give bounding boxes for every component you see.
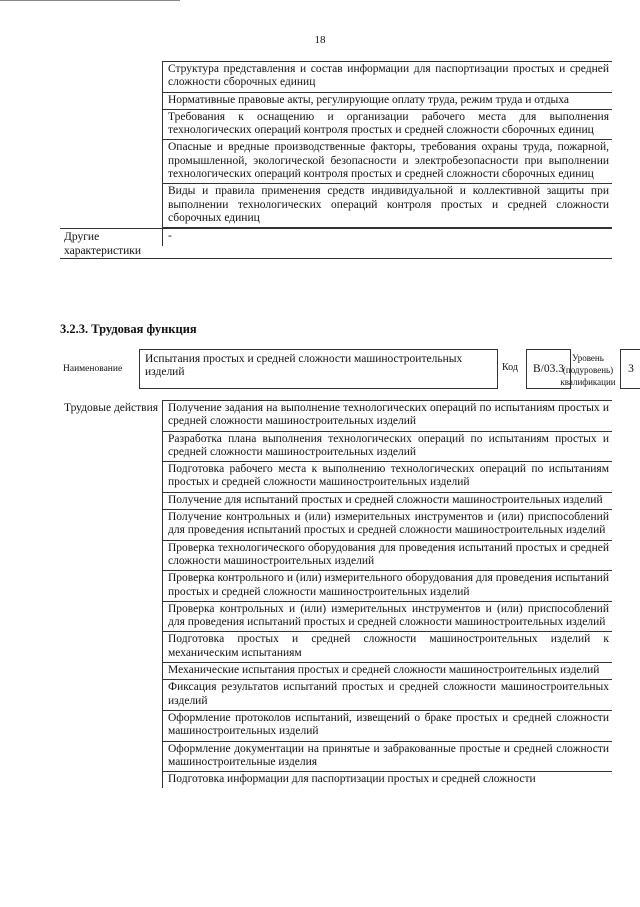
knowledge-rows (60, 61, 612, 228)
table-row: Нормативные правовые акты, регулирующие оплату труда, режим труда и отдыха (162, 92, 612, 109)
level-value: 3 (620, 349, 640, 389)
labor-actions-table (60, 400, 612, 788)
table-row: Механические испытания простых и средней сложности машиностроительных изделий (162, 662, 612, 679)
knowledge-cells (162, 61, 612, 228)
labor-actions-label: Трудовые действия (64, 402, 159, 414)
other-characteristics-row (60, 228, 612, 259)
table-row: Получение задания на выполнение технологических операций по испытаниям простых и средней сложности машиностроительных изделий (162, 400, 612, 431)
table-row: Оформление протоколов испытаний, извещений о браке простых и средней сложности машиностроительных изделий (162, 710, 612, 741)
section-title: 3.2.3. Трудовая функция (60, 322, 197, 336)
table-row: Разработка плана выполнения технологических операций по испытаниям простых и средней сложности машиностроительных изделий (162, 431, 612, 462)
table-row: Подготовка рабочего места к выполнению технологических операций по испытаниям простых и средней сложности машиностроительных изделий (162, 461, 612, 492)
table-row: Получение для испытаний простых и средней сложности машиностроительных изделий (162, 492, 612, 509)
knowledge-table (60, 61, 612, 259)
table-row: Фиксация результатов испытаний простых и средней сложности машиностроительных изделий (162, 679, 612, 710)
table-row: Оформление документации на принятые и забракованные простые и средней сложности машиностроительные изделия (162, 741, 612, 772)
page-number: 18 (314, 34, 326, 46)
labor-actions-rows (60, 400, 612, 788)
table-row: Структура представления и состав информации для паспортизации простых и средней сложности сборочных единиц (162, 61, 612, 92)
table-row: Проверка контрольного и (или) измерительного оборудования для проведения испытаний простых и средней сложности машиностроительных изделий (162, 570, 612, 601)
table-row: Подготовка простых и средней сложности машиностроительных изделий к механическим испытаниям (162, 631, 612, 662)
labor-actions-cells (162, 400, 612, 788)
table-row: Проверка контрольных и (или) измерительных инструментов и (или) приспособлений для проведения испытаний простых и средней сложности машиностроительных изделий (162, 601, 612, 632)
table-row: Виды и правила применения средств индивидуальной и коллективной защиты при выполнении технологических операций контроля простых и средней сложности сборочных единиц (162, 183, 612, 228)
table-row: Подготовка информации для паспортизации простых и средней сложности (162, 771, 612, 788)
table-row: Опасные и вредные производственные факторы, требования охраны труда, пожарной, промышленной, экологической безопасности и электробезопасности при выполнении технологических операций контроля простых и средней сложности сборочных единиц (162, 139, 612, 183)
function-header (60, 349, 634, 389)
other-characteristics-label: Другие характеристики (64, 231, 142, 257)
other-characteristics-value: - (162, 229, 612, 245)
knowledge-label (60, 61, 162, 228)
name-value: Испытания простых и средней сложности машиностроительных изделий (139, 349, 498, 389)
code-value: В/03.3 (526, 349, 571, 389)
top-rule (0, 0, 180, 1)
table-row: Требования к оснащению и организации рабочего места для выполнения технологических операций контроля простых и средней сложности сборочных единиц (162, 109, 612, 140)
name-label: Наименование (63, 364, 123, 374)
code-label: Код (502, 362, 518, 373)
table-row: Получение контрольных и (или) измерительных инструментов и (или) приспособлений для проведения испытаний простых и средней сложности машиностроительных изделий (162, 509, 612, 540)
level-label: Уровень (подуровень) квалификации (560, 353, 616, 387)
table-row: Проверка технологического оборудования для проведения испытаний простых и средней сложности машиностроительных изделий (162, 540, 612, 571)
